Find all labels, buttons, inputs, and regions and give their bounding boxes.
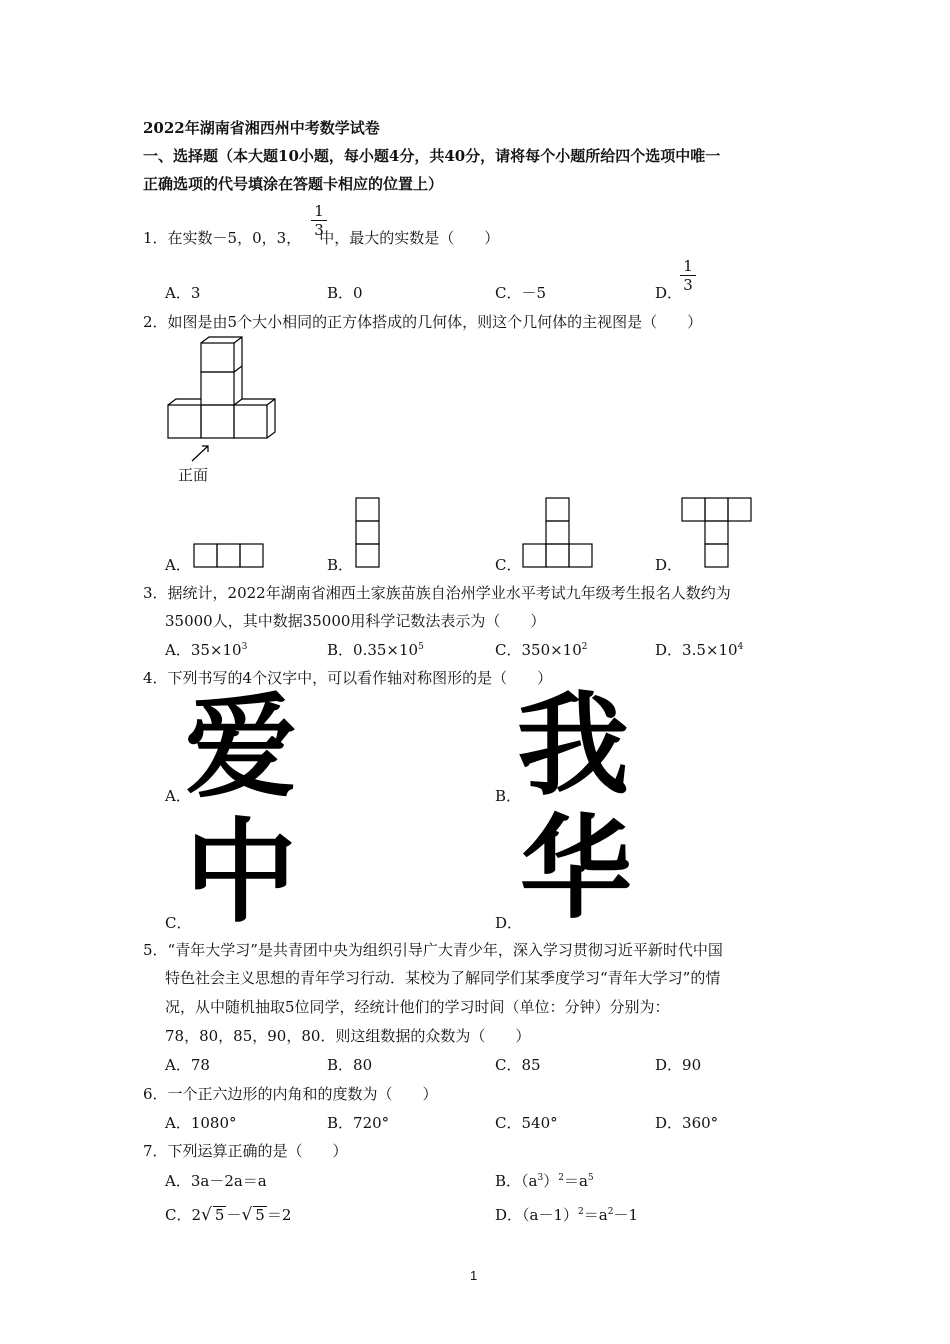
q3-d-base: D．3.5×10 bbox=[655, 641, 738, 659]
q7-b-exp2: 2 bbox=[558, 1173, 564, 1183]
section-heading-line1: 一、选择题（本大题10小题，每小题4分，共40分，请将每个小题所给四个选项中唯一 bbox=[143, 147, 721, 165]
q6-option-b: B．720° bbox=[327, 1114, 390, 1132]
q1-option-a: A．3 bbox=[165, 284, 201, 302]
q1-stem-post: 中，最大的实数是（ ） bbox=[319, 229, 500, 247]
q2-option-b-view bbox=[355, 496, 381, 568]
q4-option-c: C． bbox=[165, 914, 192, 932]
q1-option-d: D． bbox=[655, 284, 683, 302]
q7-c-radicand1: 5 bbox=[214, 1206, 225, 1224]
q5-line1: 5．“青年大学习”是共青团中央为组织引导广大青少年，深入学习贯彻习近平新时代中国 bbox=[143, 941, 723, 959]
q7-b-mid: ） bbox=[543, 1172, 559, 1190]
q3-option-c bbox=[495, 640, 588, 660]
section-heading-line2: 正确选项的代号填涂在答题卡相应的位置上） bbox=[143, 175, 444, 193]
q1-frac-den: 3 bbox=[314, 221, 324, 239]
q1-option-c: C．－5 bbox=[495, 284, 547, 302]
q7-b-exp1: 3 bbox=[537, 1173, 544, 1183]
q6-option-d: D．360° bbox=[655, 1114, 719, 1132]
q3-option-b bbox=[327, 640, 424, 660]
q2-option-c-view bbox=[522, 496, 594, 568]
q3-line2: 35000人，其中数据35000用科学记数法表示为（ ） bbox=[165, 612, 546, 630]
q7-b-exp3: 5 bbox=[587, 1173, 594, 1183]
q7-option-d bbox=[495, 1205, 638, 1225]
q5-option-b: B．80 bbox=[327, 1056, 373, 1074]
q7-d-pre: D．（a－1） bbox=[495, 1206, 579, 1224]
q4-char-d: 华 bbox=[520, 804, 632, 934]
q1-option-b: B．0 bbox=[327, 284, 363, 302]
q7-d-exp1: 2 bbox=[578, 1207, 584, 1217]
q5-line3: 况，从中随机抽取5位同学，经统计他们的学习时间（单位：分钟）分别为： bbox=[165, 998, 670, 1016]
sqrt-icon: √ bbox=[201, 1205, 212, 1225]
q3-line1: 3．据统计，2022年湖南省湘西土家族苗族自治州学业水平考试九年级考生报名人数约为 bbox=[143, 584, 731, 602]
q7-c-post: ＝2 bbox=[266, 1206, 292, 1224]
q7-option-a: A．3a－2a＝a bbox=[165, 1172, 267, 1190]
q7-stem: 7．下列运算正确的是（ ） bbox=[143, 1142, 348, 1160]
q2-front-label: 正面 bbox=[178, 466, 209, 484]
q2-stem: 2．如图是由5个大小相同的正方体搭成的几何体，则这个几何体的主视图是（ ） bbox=[143, 313, 703, 331]
q7-b-pre: B．（a bbox=[495, 1172, 538, 1190]
q7-d-exp2: 2 bbox=[607, 1207, 614, 1217]
q7-option-b bbox=[495, 1171, 594, 1191]
q4-char-b: 我 bbox=[517, 681, 629, 811]
q2-option-a-view bbox=[193, 542, 265, 568]
q4-char-a: 爱 bbox=[185, 683, 297, 813]
q6-option-c: C．540° bbox=[495, 1114, 558, 1132]
q5-line4: 78，80，85，90，80．则这组数据的众数为（ ） bbox=[165, 1027, 531, 1045]
q5-option-d: D．90 bbox=[655, 1056, 702, 1074]
q1-fraction bbox=[311, 203, 327, 238]
q2-option-d-view bbox=[681, 496, 753, 568]
q3-option-a bbox=[165, 640, 247, 660]
q7-d-mid: ＝a bbox=[583, 1206, 608, 1224]
q4-option-a: A． bbox=[165, 787, 191, 805]
sqrt-icon: √ bbox=[241, 1205, 253, 1225]
q7-c-radicand2: 5 bbox=[255, 1206, 265, 1224]
q2-option-b: B． bbox=[327, 556, 354, 574]
q3-b-exp: 5 bbox=[418, 642, 424, 652]
q2-option-a: A． bbox=[165, 556, 191, 574]
q6-option-a: A．1080° bbox=[165, 1114, 237, 1132]
q5-option-a: A．78 bbox=[165, 1056, 210, 1074]
q7-c-mid: － bbox=[226, 1206, 242, 1224]
q1-d-den: 3 bbox=[683, 276, 693, 294]
q1-option-d-fraction bbox=[680, 258, 696, 293]
q1-frac-num: 1 bbox=[314, 202, 324, 220]
q7-b-post: ＝a bbox=[563, 1172, 588, 1190]
q3-c-exp: 2 bbox=[581, 642, 588, 652]
q2-option-c: C． bbox=[495, 556, 522, 574]
exam-title: 2022年湖南省湘西州中考数学试卷 bbox=[143, 119, 380, 137]
q5-option-c: C．85 bbox=[495, 1056, 541, 1074]
q1-stem-pre: 1．在实数－5，0，3， bbox=[143, 229, 302, 247]
q4-stem: 4．下列书写的4个汉字中，可以看作轴对称图形的是（ ） bbox=[143, 669, 553, 687]
page-number: 1 bbox=[470, 1268, 478, 1283]
q7-option-c bbox=[165, 1205, 291, 1225]
q7-d-post: －1 bbox=[613, 1206, 638, 1224]
q4-char-c: 中 bbox=[185, 808, 297, 938]
q3-a-exp: 3 bbox=[241, 642, 248, 652]
q3-c-base: C．350×10 bbox=[495, 641, 582, 659]
q5-line2: 特色社会主义思想的青年学习行动．某校为了解同学们某季度学习“青年大学习”的情 bbox=[165, 969, 721, 987]
q3-b-base: B．0.35×10 bbox=[327, 641, 419, 659]
q2-option-d: D． bbox=[655, 556, 683, 574]
q6-stem: 6．一个正六边形的内角和的度数为（ ） bbox=[143, 1085, 438, 1103]
q3-d-exp: 4 bbox=[737, 642, 744, 652]
q1-d-num: 1 bbox=[683, 257, 693, 275]
q4-option-d: D． bbox=[495, 914, 523, 932]
q4-option-b: B． bbox=[495, 787, 522, 805]
q3-a-base: A．35×10 bbox=[165, 641, 242, 659]
q3-option-d bbox=[655, 640, 743, 660]
q7-c-pre: C．2 bbox=[165, 1206, 202, 1224]
